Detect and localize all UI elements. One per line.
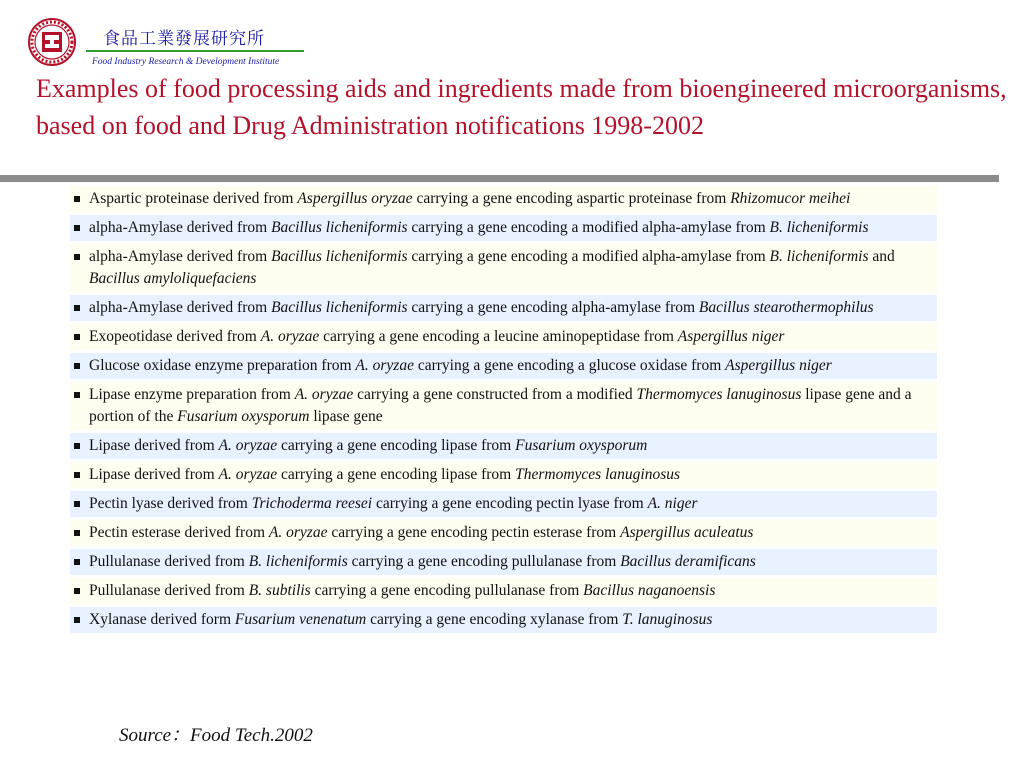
item-text: carrying a gene encoding a modified alpha-amylase from bbox=[407, 219, 770, 236]
item-text: alpha-Amylase derived from bbox=[89, 299, 272, 316]
item-text: Pullulanase derived from bbox=[89, 553, 249, 570]
square-bullet-icon bbox=[74, 305, 80, 311]
item-text: carrying a gene encoding a glucose oxidase from bbox=[413, 357, 726, 374]
species-name: A. oryzae bbox=[218, 437, 278, 454]
item-text: carrying a gene encoding a modified alpha-amylase from bbox=[407, 248, 770, 265]
item-text: carrying a gene encoding aspartic proteinase from bbox=[412, 190, 731, 207]
item-text: alpha-Amylase derived from bbox=[89, 248, 272, 265]
item-text: carrying a gene encoding xylanase from bbox=[366, 611, 623, 628]
item-text: Glucose oxidase enzyme preparation from bbox=[89, 357, 356, 374]
species-name: Bacillus amyloliquefaciens bbox=[89, 270, 257, 287]
species-name: A. oryzae bbox=[294, 386, 354, 403]
item-text: carrying a gene encoding a leucine aminopeptidase from bbox=[319, 328, 678, 345]
item-text: carrying a gene encoding lipase from bbox=[277, 466, 516, 483]
species-name: Fusarium oxysporum bbox=[515, 437, 648, 454]
species-name: Bacillus stearothermophilus bbox=[698, 299, 874, 316]
species-name: Aspergillus aculeatus bbox=[620, 524, 754, 541]
source-citation: Source：Food Tech.2002 bbox=[119, 725, 313, 746]
list-item bbox=[70, 244, 937, 292]
list-item bbox=[70, 186, 937, 212]
species-name: Bacillus deramificans bbox=[620, 553, 756, 570]
item-text: Lipase enzyme preparation from bbox=[89, 386, 295, 403]
list-item bbox=[70, 353, 937, 379]
square-bullet-icon bbox=[74, 617, 80, 623]
item-text: carrying a gene encoding pullulanase from bbox=[347, 553, 621, 570]
square-bullet-icon bbox=[74, 196, 80, 202]
item-text: carrying a gene encoding lipase from bbox=[277, 437, 516, 454]
item-text: Pullulanase derived from bbox=[89, 582, 249, 599]
square-bullet-icon bbox=[74, 588, 80, 594]
species-name: B. licheniformis bbox=[769, 219, 869, 236]
species-name: B. licheniformis bbox=[248, 553, 348, 570]
institute-seal-logo bbox=[27, 17, 77, 67]
item-text: carrying a gene encoding alpha-amylase from bbox=[407, 299, 699, 316]
species-name: A. oryzae bbox=[260, 328, 320, 345]
species-name: Trichoderma reesei bbox=[251, 495, 373, 512]
list-item bbox=[70, 491, 937, 517]
species-name: Aspergillus oryzae bbox=[297, 190, 413, 207]
item-text: Xylanase derived form bbox=[89, 611, 235, 628]
item-text: carrying a gene constructed from a modified bbox=[353, 386, 637, 403]
item-text: Exopeotidase derived from bbox=[89, 328, 261, 345]
species-name: Fusarium oxysporum bbox=[177, 408, 310, 425]
species-name: Rhizomucor meihei bbox=[730, 190, 851, 207]
item-text: lipase gene and a portion of the bbox=[89, 386, 912, 425]
list-item bbox=[70, 382, 937, 430]
item-text: carrying a gene encoding pectin lyase from bbox=[372, 495, 648, 512]
item-text: alpha-Amylase derived from bbox=[89, 219, 272, 236]
examples-list bbox=[70, 186, 937, 636]
square-bullet-icon bbox=[74, 254, 80, 260]
list-item bbox=[70, 549, 937, 575]
list-item bbox=[70, 520, 937, 546]
org-english-name: Food Industry Research & Development Institute bbox=[92, 57, 280, 67]
item-text: and bbox=[868, 248, 895, 265]
title-divider bbox=[0, 175, 999, 182]
species-name: B. licheniformis bbox=[769, 248, 869, 265]
square-bullet-icon bbox=[74, 392, 80, 398]
square-bullet-icon bbox=[74, 559, 80, 565]
species-name: A. oryzae bbox=[268, 524, 328, 541]
species-name: Thermomyces lanuginosus bbox=[636, 386, 802, 403]
item-text: Aspartic proteinase derived from bbox=[89, 190, 298, 207]
square-bullet-icon bbox=[74, 225, 80, 231]
item-text: Lipase derived from bbox=[89, 466, 219, 483]
square-bullet-icon bbox=[74, 443, 80, 449]
species-name: A. oryzae bbox=[355, 357, 414, 374]
list-item bbox=[70, 578, 937, 604]
species-name: Aspergillus niger bbox=[725, 357, 832, 374]
square-bullet-icon bbox=[74, 334, 80, 340]
species-name: Bacillus licheniformis bbox=[271, 299, 408, 316]
species-name: Fusarium venenatum bbox=[234, 611, 367, 628]
slide-title: Examples of food processing aids and ingredients made from bioengineered microorganisms, based on food and Drug Administration notifications 1998-2002 bbox=[36, 74, 1007, 140]
species-name: Bacillus licheniformis bbox=[271, 219, 408, 236]
species-name: Bacillus licheniformis bbox=[271, 248, 408, 265]
list-item bbox=[70, 295, 937, 321]
species-name: A. niger bbox=[647, 495, 698, 512]
list-item bbox=[70, 607, 937, 633]
species-name: Thermomyces lanuginosus bbox=[515, 466, 681, 483]
square-bullet-icon bbox=[74, 363, 80, 369]
list-item bbox=[70, 215, 937, 241]
list-item bbox=[70, 462, 937, 488]
org-chinese-name: 食品工業發展研究所 bbox=[103, 29, 265, 49]
species-name: Bacillus naganoensis bbox=[583, 582, 716, 599]
item-text: carrying a gene encoding pectin esterase from bbox=[327, 524, 621, 541]
species-name: B. subtilis bbox=[248, 582, 311, 599]
species-name: T. lanuginosus bbox=[622, 611, 713, 628]
item-text: lipase gene bbox=[309, 408, 383, 425]
species-name: A. oryzae bbox=[218, 466, 278, 483]
species-name: Aspergillus niger bbox=[677, 328, 785, 345]
item-text: carrying a gene encoding pullulanase from bbox=[310, 582, 584, 599]
item-text: Pectin lyase derived from bbox=[89, 495, 252, 512]
item-text: Lipase derived from bbox=[89, 437, 219, 454]
list-item bbox=[70, 433, 937, 459]
item-text: Pectin esterase derived from bbox=[89, 524, 269, 541]
square-bullet-icon bbox=[74, 530, 80, 536]
header-green-rule bbox=[86, 50, 304, 52]
square-bullet-icon bbox=[74, 501, 80, 507]
square-bullet-icon bbox=[74, 472, 80, 478]
list-item bbox=[70, 324, 937, 350]
